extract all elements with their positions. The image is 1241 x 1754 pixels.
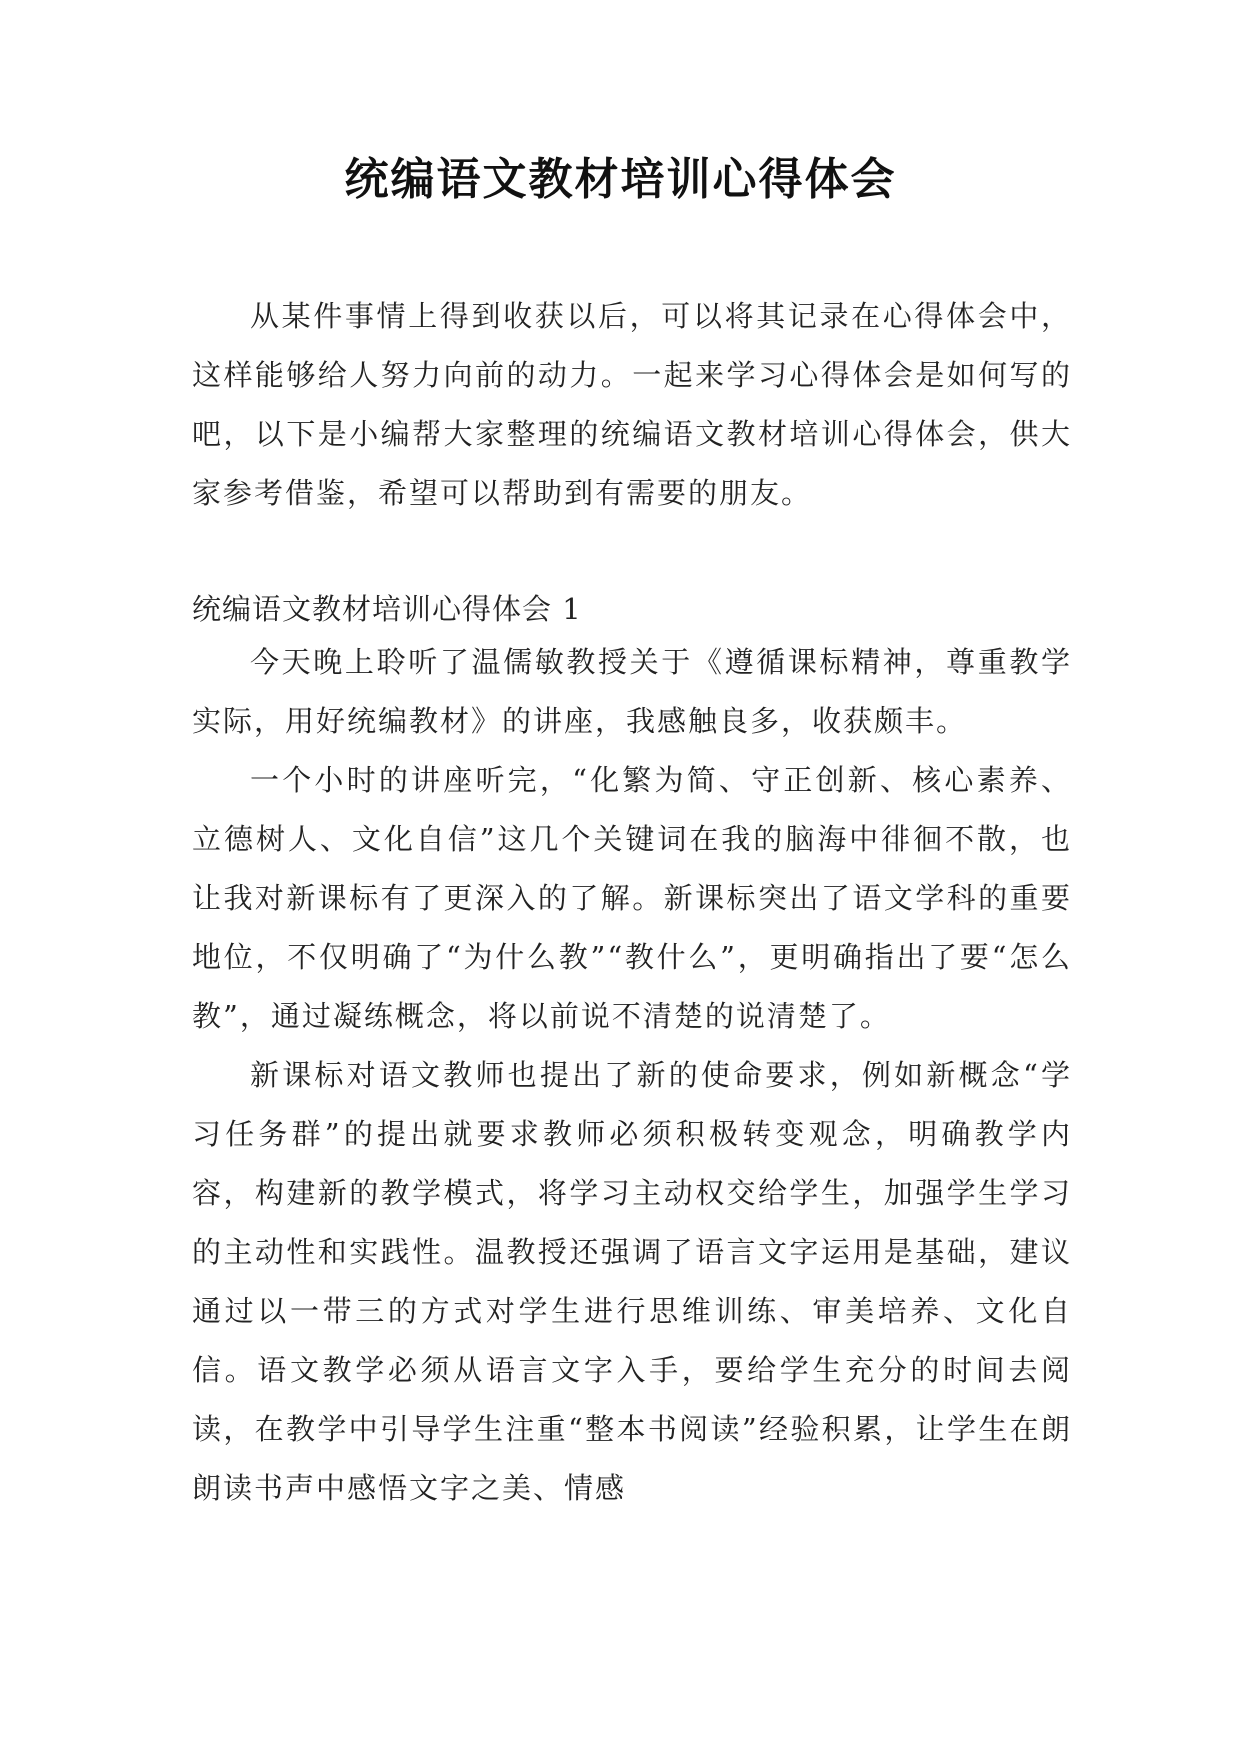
- section-content: [192, 633, 1072, 1518]
- document-title: 统编语文教材培训心得体会: [344, 154, 897, 205]
- section-heading: 统编语文教材培训心得体会 1: [192, 592, 582, 626]
- intro-paragraph: 从某件事情上得到收获以后，可以将其记录在心得体会中，这样能够给人努力向前的动力。一起来学习心得体会是如何写的吧，以下是小编帮大家整理的统编语文教材培训心得体会，供大家参考借鉴，希望可以帮助到有需要的朋友。: [192, 299, 1072, 510]
- body-paragraph-1: 今天晚上聆听了温儒敏教授关于《遵循课标精神，尊重教学实际，用好统编教材》的讲座，我感触良多，收获颇丰。: [192, 645, 1072, 738]
- intro-block: [192, 287, 1072, 523]
- body-paragraph-3: 新课标对语文教师也提出了新的使命要求，例如新概念“学习任务群”的提出就要求教师必须积极转变观念，明确教学内容，构建新的教学模式，将学习主动权交给学生，加强学生学习的主动性和实践性。温教授还强调了语言文字运用是基础，建议通过以一带三的方式对学生进行思维训练、审美培养、文化自信。语文教学必须从语言文字入手，要给学生充分的时间去阅读，在教学中引导学生注重“整本书阅读”经验积累，让学生在朗朗读书声中感悟文字之美、情感: [192, 1058, 1072, 1505]
- body-paragraph-2: 一个小时的讲座听完，“化繁为简、守正创新、核心素养、立德树人、文化自信”这几个关键词在我的脑海中徘徊不散，也让我对新课标有了更深入的了解。新课标突出了语文学科的重要地位，不仅明确了“为什么教”“教什么”，更明确指出了要“怎么教”，通过凝练概念，将以前说不清楚的说清楚了。: [192, 763, 1072, 1033]
